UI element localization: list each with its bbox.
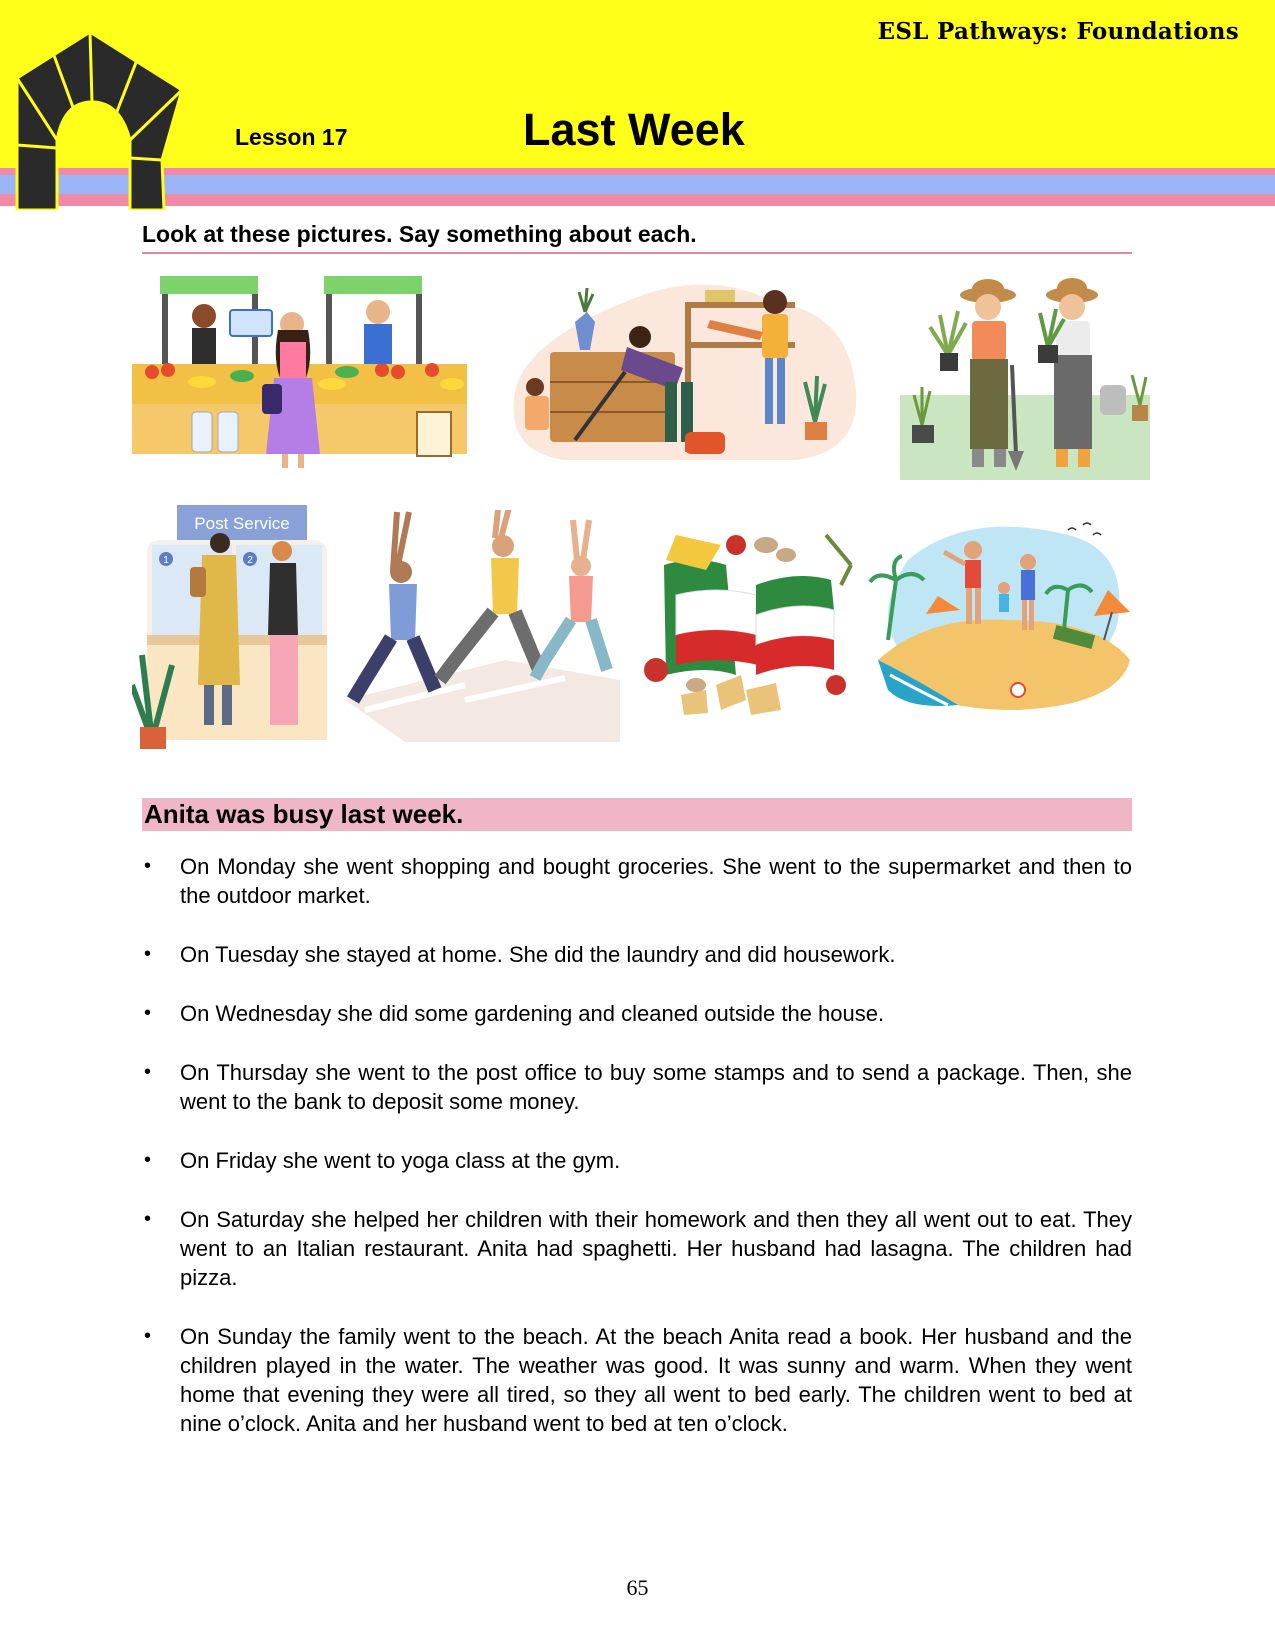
bullet-icon: • [144, 1061, 152, 1083]
section-heading: Anita was busy last week. [142, 798, 1132, 831]
housework-picture [505, 272, 865, 472]
counter-number-1: 1 [163, 555, 169, 566]
page-number: 65 [626, 1575, 649, 1600]
page-title: Last Week [523, 104, 745, 155]
list-item [142, 852, 1132, 910]
list-item [142, 1058, 1132, 1116]
list-item [142, 940, 1132, 969]
series-title: ESL Pathways: Foundations [877, 18, 1239, 45]
lesson-label: Lesson 17 [235, 124, 348, 150]
bullet-icon: • [144, 943, 152, 965]
bullet-icon: • [144, 1325, 152, 1347]
bullet-icon: • [144, 1149, 152, 1171]
activity-thursday: On Thursday she went to the post office to buy some stamps and to send a package. Then, she went to the bank to deposit some money. [180, 1060, 1132, 1114]
list-item [142, 1146, 1132, 1175]
italian-food-picture [636, 525, 861, 720]
gardening-picture [900, 275, 1150, 480]
arch-logo-icon [12, 30, 202, 210]
yoga-picture [345, 510, 620, 742]
activity-sunday: On Sunday the family went to the beach. At the beach Anita read a book. Her husband and the children played in the water. The weather was good. It was sunny and warm. When they went home that evening they were all tired, so they all went to bed early. The children went to bed at nine o’clock. Anita and her husband went to bed at ten o’clock. [180, 1324, 1132, 1436]
bullet-icon: • [144, 1208, 152, 1230]
market-picture [132, 272, 467, 492]
bullet-icon: • [144, 1002, 152, 1024]
activity-list [142, 852, 1132, 1468]
counter-number-2: 2 [247, 555, 253, 566]
activity-saturday: On Saturday she helped her children with their homework and then they all went out to eat. They went to an Italian restaurant. Anita had spaghetti. Her husband had lasagna. The children had pizza. [180, 1207, 1132, 1290]
list-item [142, 1205, 1132, 1292]
list-item [142, 999, 1132, 1028]
beach-picture [868, 520, 1133, 720]
list-item [142, 1322, 1132, 1438]
activity-monday: On Monday she went shopping and bought groceries. She went to the supermarket and then to the outdoor market. [180, 854, 1132, 908]
post-office-picture [132, 505, 332, 750]
bullet-icon: • [144, 855, 152, 877]
activity-wednesday: On Wednesday she did some gardening and cleaned outside the house. [180, 1001, 885, 1026]
instruction-text: Look at these pictures. Say something about each. [142, 221, 1132, 254]
activity-tuesday: On Tuesday she stayed at home. She did the laundry and did housework. [180, 942, 896, 967]
post-service-sign: Post Service [194, 514, 290, 533]
activity-friday: On Friday she went to yoga class at the gym. [180, 1148, 621, 1173]
